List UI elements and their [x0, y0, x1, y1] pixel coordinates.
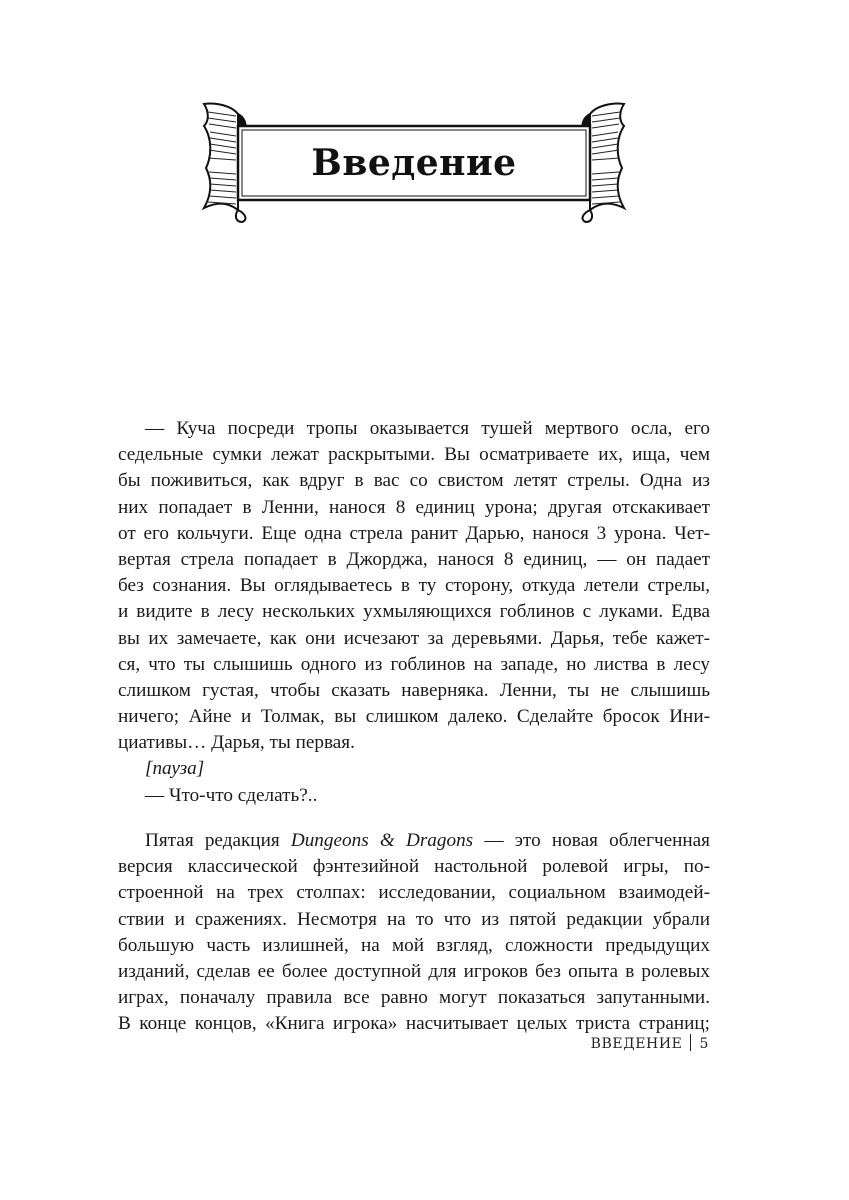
game-title: Dungeons & Dragons: [290, 830, 474, 851]
text-line: ся, что ты слышишь одного из гоблинов на западе, но листва в лесу: [118, 653, 710, 675]
pause-note: [пауза]: [145, 758, 205, 780]
intro-paragraph: [118, 828, 710, 1038]
text-line: изданий, сделав ее более доступной для игроков без опыта в ролевых: [118, 960, 710, 982]
page-footer: [591, 1034, 709, 1052]
footer-divider: [690, 1034, 691, 1051]
text-line: — Куча посреди тропы оказывается тушей мертвого осла, его: [145, 418, 710, 439]
chapter-banner: [198, 98, 630, 226]
text-line: слишком густая, чтобы сказать наверняка. Ленни, ты не слышишь: [118, 679, 710, 701]
text-line: В конце концов, «Книга игрока» насчитывает целых триста страниц;: [118, 1013, 710, 1035]
text-line: играх, поначалу правила все равно могут показаться запутанными.: [118, 987, 710, 1009]
text-line: них попадает в Ленни, нанося 8 единиц урона; другая отскакивает: [118, 496, 710, 518]
footer-section: ВВЕДЕНИЕ: [590, 1036, 683, 1052]
dialogue-reply: — Что-что сделать?..: [145, 784, 318, 806]
text-line: Пятая редакция Dungeons & Dragons — это новая облегченная: [145, 830, 710, 851]
chapter-title: Введение: [311, 142, 517, 184]
dialogue-block: [118, 416, 710, 809]
text-line: седельные сумки лежат раскрытыми. Вы осматриваете их, ища, чем: [118, 444, 710, 466]
page-number: 5: [699, 1036, 709, 1052]
text-line: бы поживиться, как вдруг в вас со свистом летят стрелы. Одна из: [118, 470, 710, 492]
dialogue-paragraph: [118, 416, 710, 756]
text-line: вертая стрела попадает в Джорджа, нанося 8 единиц, — он падает: [118, 548, 710, 570]
text-line: ствии и сражениях. Несмотря на то что из пятой редакции убрали: [118, 908, 710, 930]
text-line: версия классической фэнтезийной настольной ролевой игры, по-: [118, 856, 710, 878]
text-line: строенной на трех столпах: исследовании, социальном взаимодей-: [118, 882, 710, 904]
text-line: и видите в лесу нескольких ухмыляющихся гоблинов с луками. Едва: [118, 601, 710, 623]
text-line: от его кольчуги. Еще одна стрела ранит Дарью, нанося 3 урона. Чет-: [118, 522, 710, 544]
text-line: ничего; Айне и Толмак, вы слишком далеко. Сделайте бросок Ини-: [118, 706, 710, 728]
text-line: без сознания. Вы оглядываетесь в ту сторону, откуда летели стрелы,: [118, 575, 710, 597]
text-line: вы их замечаете, как они исчезают за деревьями. Дарья, тебе кажет-: [118, 627, 710, 649]
text-line: большую часть излишней, на мой взгляд, сложности предыдущих: [118, 934, 710, 956]
text-line: циативы… Дарья, ты первая.: [118, 732, 355, 754]
